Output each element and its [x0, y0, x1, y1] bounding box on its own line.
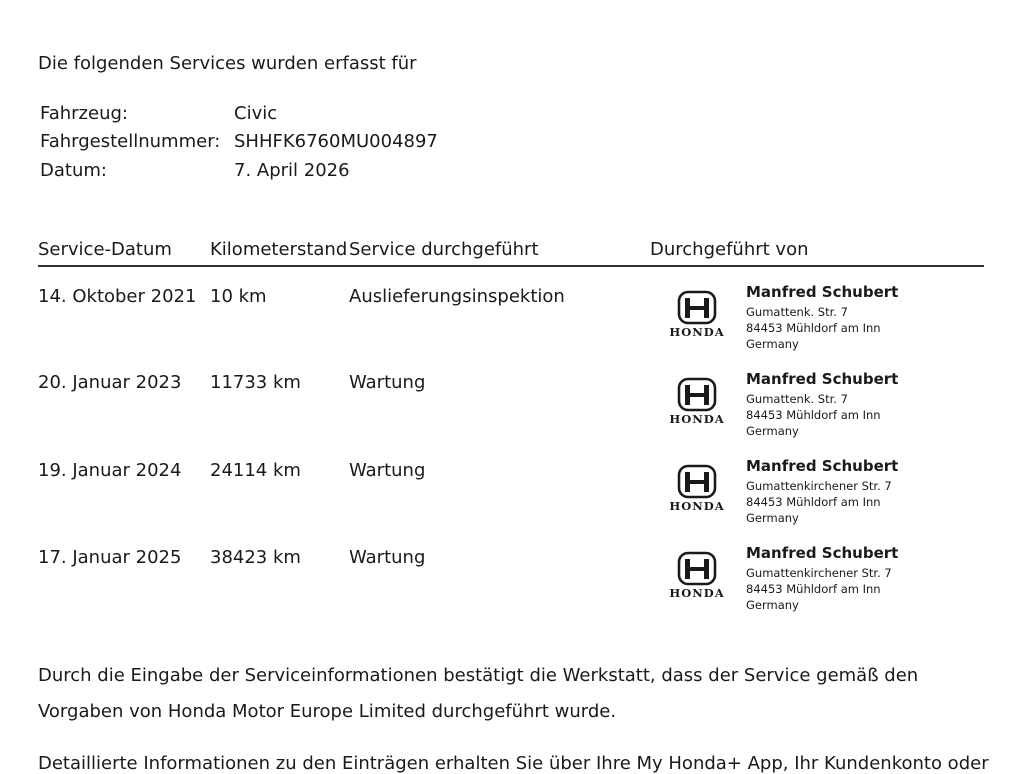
- row-3-dealer-name: Manfred Schubert: [746, 457, 899, 475]
- row-4-date: 17. Januar 2025: [38, 547, 182, 568]
- honda-logo-text: HONDA: [669, 412, 725, 426]
- row-3-service: Wartung: [349, 460, 426, 481]
- row-4-dealer-country: Germany: [746, 598, 799, 612]
- row-1-mileage: 10 km: [210, 286, 267, 307]
- row-3-dealer-city: 84453 Mühldorf am Inn: [746, 495, 881, 509]
- honda-logo-icon: [660, 464, 734, 520]
- row-1-date: 14. Oktober 2021: [38, 286, 197, 307]
- row-1-dealer-street: Gumattenk. Str. 7: [746, 305, 848, 319]
- date-value: 7. April 2026: [234, 160, 350, 181]
- vin-label: Fahrgestellnummer:: [40, 131, 221, 152]
- details-paragraph: Detaillierte Informationen zu den Einträgen erhalten Sie über Ihre My Honda+ App, Ihr Kundenkonto oder: [38, 753, 989, 774]
- intro-text: Die folgenden Services wurden erfasst für: [38, 53, 417, 74]
- vehicle-label: Fahrzeug:: [40, 103, 128, 124]
- row-1-dealer-country: Germany: [746, 337, 799, 351]
- date-label: Datum:: [40, 160, 107, 181]
- row-3-dealer-country: Germany: [746, 511, 799, 525]
- row-3-mileage: 24114 km: [210, 460, 301, 481]
- row-3-date: 19. Januar 2024: [38, 460, 182, 481]
- row-2-dealer-city: 84453 Mühldorf am Inn: [746, 408, 881, 422]
- header-mileage: Kilometerstand: [210, 239, 348, 260]
- confirmation-line-2: Vorgaben von Honda Motor Europe Limited durchgeführt wurde.: [38, 701, 617, 722]
- row-2-dealer-street: Gumattenk. Str. 7: [746, 392, 848, 406]
- honda-logo-text: HONDA: [669, 499, 725, 513]
- honda-logo-icon: [660, 551, 734, 607]
- header-performed-by: Durchgeführt von: [650, 239, 809, 260]
- row-2-service: Wartung: [349, 372, 426, 393]
- honda-logo-icon: [660, 377, 734, 433]
- row-1-service: Auslieferungsinspektion: [349, 286, 565, 307]
- row-1-dealer-name: Manfred Schubert: [746, 283, 899, 301]
- row-2-date: 20. Januar 2023: [38, 372, 182, 393]
- vin-value: SHHFK6760MU004897: [234, 131, 438, 152]
- row-4-dealer-name: Manfred Schubert: [746, 544, 899, 562]
- honda-logo-icon: [660, 290, 734, 346]
- row-1-dealer-city: 84453 Mühldorf am Inn: [746, 321, 881, 335]
- confirmation-line-1: Durch die Eingabe der Serviceinformationen bestätigt die Werkstatt, dass der Service gemäß den: [38, 665, 919, 686]
- vehicle-value: Civic: [234, 103, 278, 124]
- row-2-dealer-name: Manfred Schubert: [746, 370, 899, 388]
- row-3-dealer-street: Gumattenkirchener Str. 7: [746, 479, 892, 493]
- header-divider: [38, 265, 984, 267]
- honda-logo-text: HONDA: [669, 325, 725, 339]
- header-service-date: Service-Datum: [38, 239, 172, 260]
- row-4-service: Wartung: [349, 547, 426, 568]
- honda-logo-text: HONDA: [669, 586, 725, 600]
- row-4-dealer-street: Gumattenkirchener Str. 7: [746, 566, 892, 580]
- row-2-mileage: 11733 km: [210, 372, 301, 393]
- row-2-dealer-country: Germany: [746, 424, 799, 438]
- header-service: Service durchgeführt: [349, 239, 539, 260]
- row-4-mileage: 38423 km: [210, 547, 301, 568]
- row-4-dealer-city: 84453 Mühldorf am Inn: [746, 582, 881, 596]
